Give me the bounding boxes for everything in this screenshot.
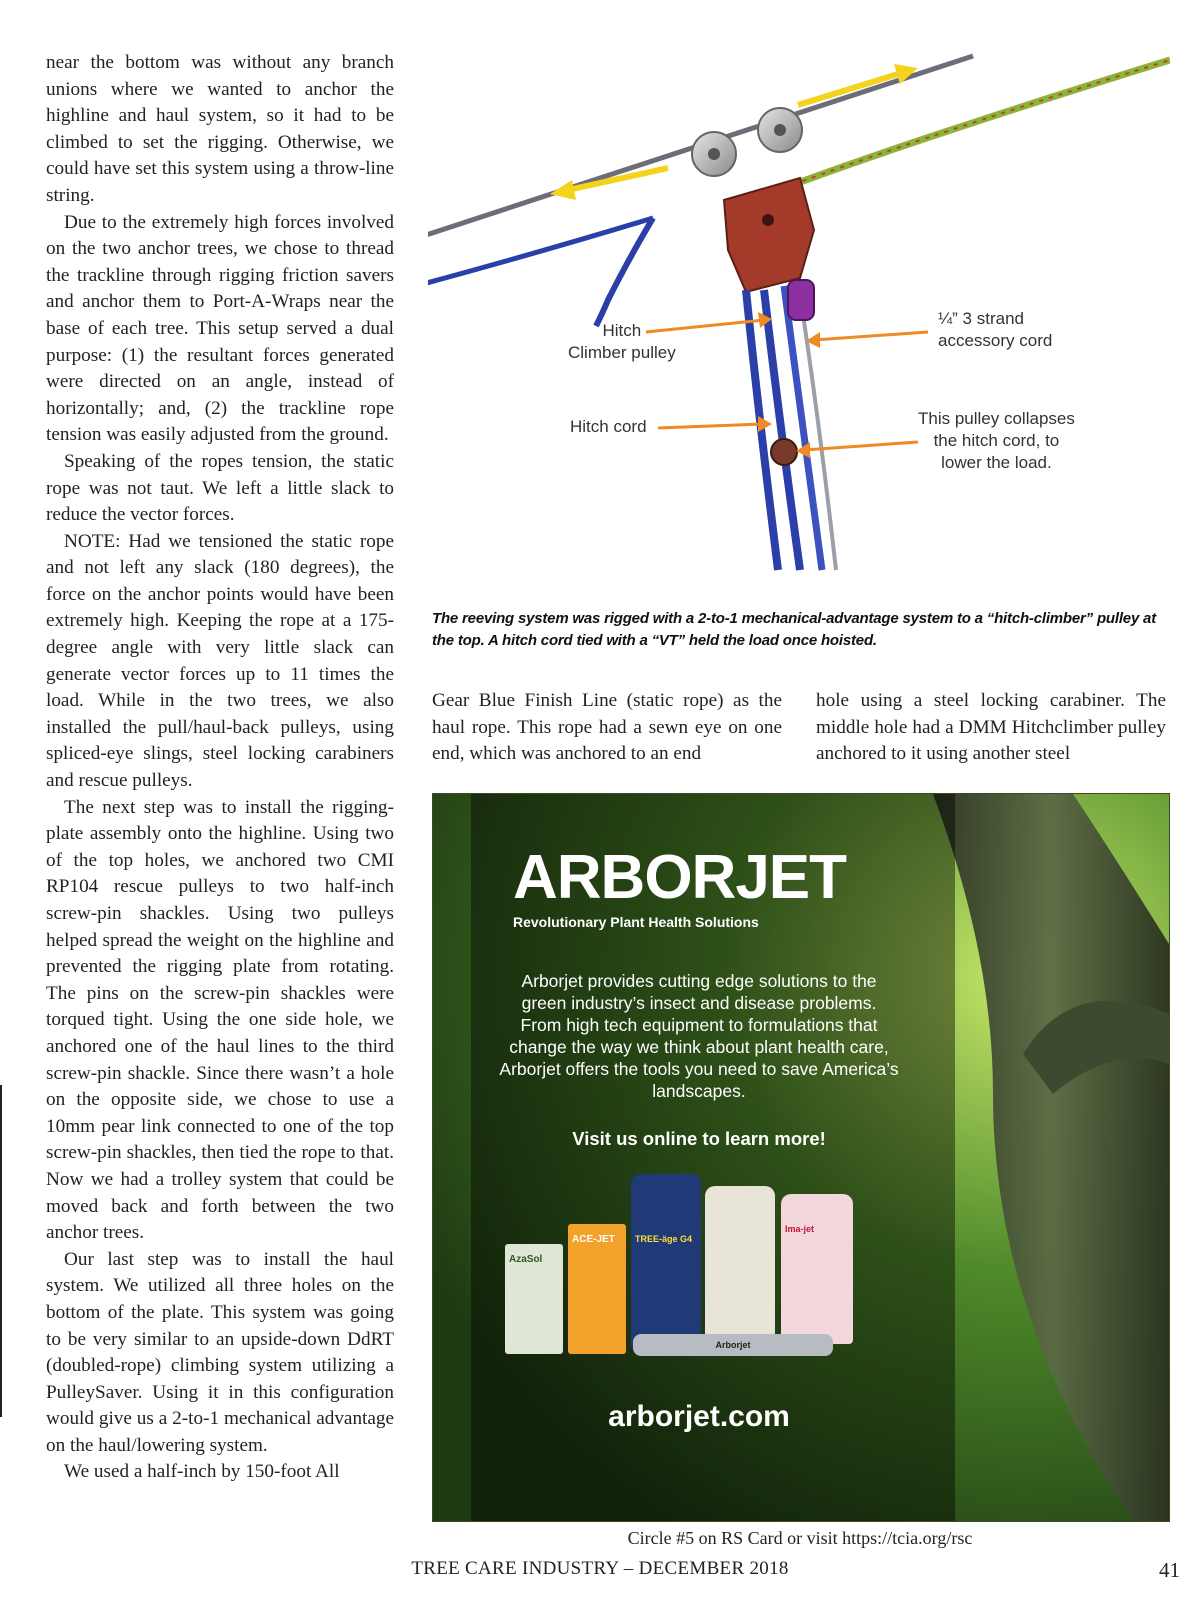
callout-hitch-cord: Hitch cord — [570, 417, 647, 436]
ad-body-text: Arborjet provides cutting edge solutions to the green industry’s insect and disease problems. From high tech equipment to formulations that change the way we think about plant health care, Arborjet offers the tools you need to save America’s landscapes. — [499, 971, 899, 1101]
paragraph: Due to the extremely high forces involved on the two anchor trees, we chose to thread the trackline through rigging friction savers and anchor them to Port-A-Wraps near the base of each tree. This setup served a dual purpose: (1) the resultant forces generated were directed on an angle, instead of horizontally; and, (2) the trackline rope tension was easily adjusted from the ground. — [46, 211, 394, 446]
ad-url[interactable]: arborjet.com — [608, 1400, 790, 1433]
arborjet-advertisement[interactable] — [432, 793, 1170, 1522]
publication-name: TREE CARE INDUSTRY – DECEMBER 2018 — [411, 1558, 789, 1579]
page-number: 41 — [1159, 1558, 1180, 1582]
article-mid-right: hole using a steel locking carabiner. The middle hole had a DMM Hitchclimber pulley anchored to it using another steel — [816, 690, 1166, 765]
article-left-column — [46, 50, 394, 1486]
margin-rule — [0, 1085, 2, 1417]
product-lineup — [493, 1174, 913, 1374]
ad-tagline: Revolutionary Plant Health Solutions — [513, 914, 759, 930]
article-mid-left: Gear Blue Finish Line (static rope) as the haul rope. This rope had a sewn eye on one end, which was anchored to an end — [432, 690, 782, 765]
product-treeage: TREE-äge G4 — [631, 1174, 701, 1349]
rs-card-note: Circle #5 on RS Card or visit https://tcia.org/rsc — [627, 1528, 973, 1548]
rigging-illustration — [428, 50, 1170, 590]
paragraph: Speaking of the ropes tension, the static rope was not taut. We left a little slack to reduce the vector forces. — [46, 450, 394, 526]
callout-hitch-climber: Hitch Climber pulley — [568, 321, 676, 362]
paragraph: NOTE: Had we tensioned the static rope and not left any slack (180 degrees), the force on the anchor points would have been extremely high. Keeping the rope at a 175-degree angle with very little slack can generate vector forces up to 11 times the load. While in the two trees, we also installed the pull/haul-back pulleys, using spliced-eye slings, steel locking carabiners and rescue pulleys. — [46, 530, 394, 792]
rigging-photo — [428, 50, 1170, 590]
product-imajet: Ima-jet — [781, 1194, 853, 1344]
photo-caption: The reeving system was rigged with a 2-to-1 mechanical-advantage system to a “hitch-climber” pulley at the top. A hitch cord tied with a “VT” held the load once hoisted. — [432, 610, 1156, 649]
product-bottle — [705, 1186, 775, 1346]
ad-cta[interactable]: Visit us online to learn more! — [572, 1128, 826, 1149]
callout-collapse-pulley: This pulley collapses the hitch cord, to lower the load. — [918, 409, 1075, 472]
callout-accessory-cord: ¼” 3 strand accessory cord — [938, 309, 1053, 350]
paragraph: We used a half-inch by 150-foot All — [64, 1461, 340, 1483]
arborjet-logo: ARBORJET — [513, 843, 847, 912]
paragraph: Our last step was to install the haul system. We utilized all three holes on the bottom of the plate. This system was going to be very similar to an upside-down DdRT (doubled-rope) climbing system utilizing a PulleySaver. Using it in this configuration would give us a 2-to-1 mechanical advantage on the haul/lowering system. — [46, 1248, 394, 1456]
product-injector: Arborjet — [633, 1334, 833, 1356]
paragraph: near the bottom was without any branch unions where we wanted to anchor the highline and haul system, so it had to be climbed to set the rigging. Otherwise, we could have set this system using a throw-line string. — [46, 52, 394, 206]
product-azasol: AzaSol — [505, 1244, 563, 1354]
product-acejet: ACE-JET — [568, 1224, 626, 1354]
paragraph: The next step was to install the rigging-plate assembly onto the highline. Using two of the top holes, we anchored two CMI RP104 rescue pulleys to two half-inch screw-pin shackles. Using two pulleys helped spread the weight on the highline and prevented the rigging plate from rotating. The pins on the screw-pin shackles were torqued tight. Using the one side hole, we anchored one of the haul lines to the third screw-pin shackle. Since there wasn’t a hole on the opposite side, we chose to use a 10mm pear link connected to one of the top screw-pin shackles, then tied the rope to that. Now we had a trolley system that could be moved back and forth between the two anchor trees. — [46, 796, 394, 1244]
